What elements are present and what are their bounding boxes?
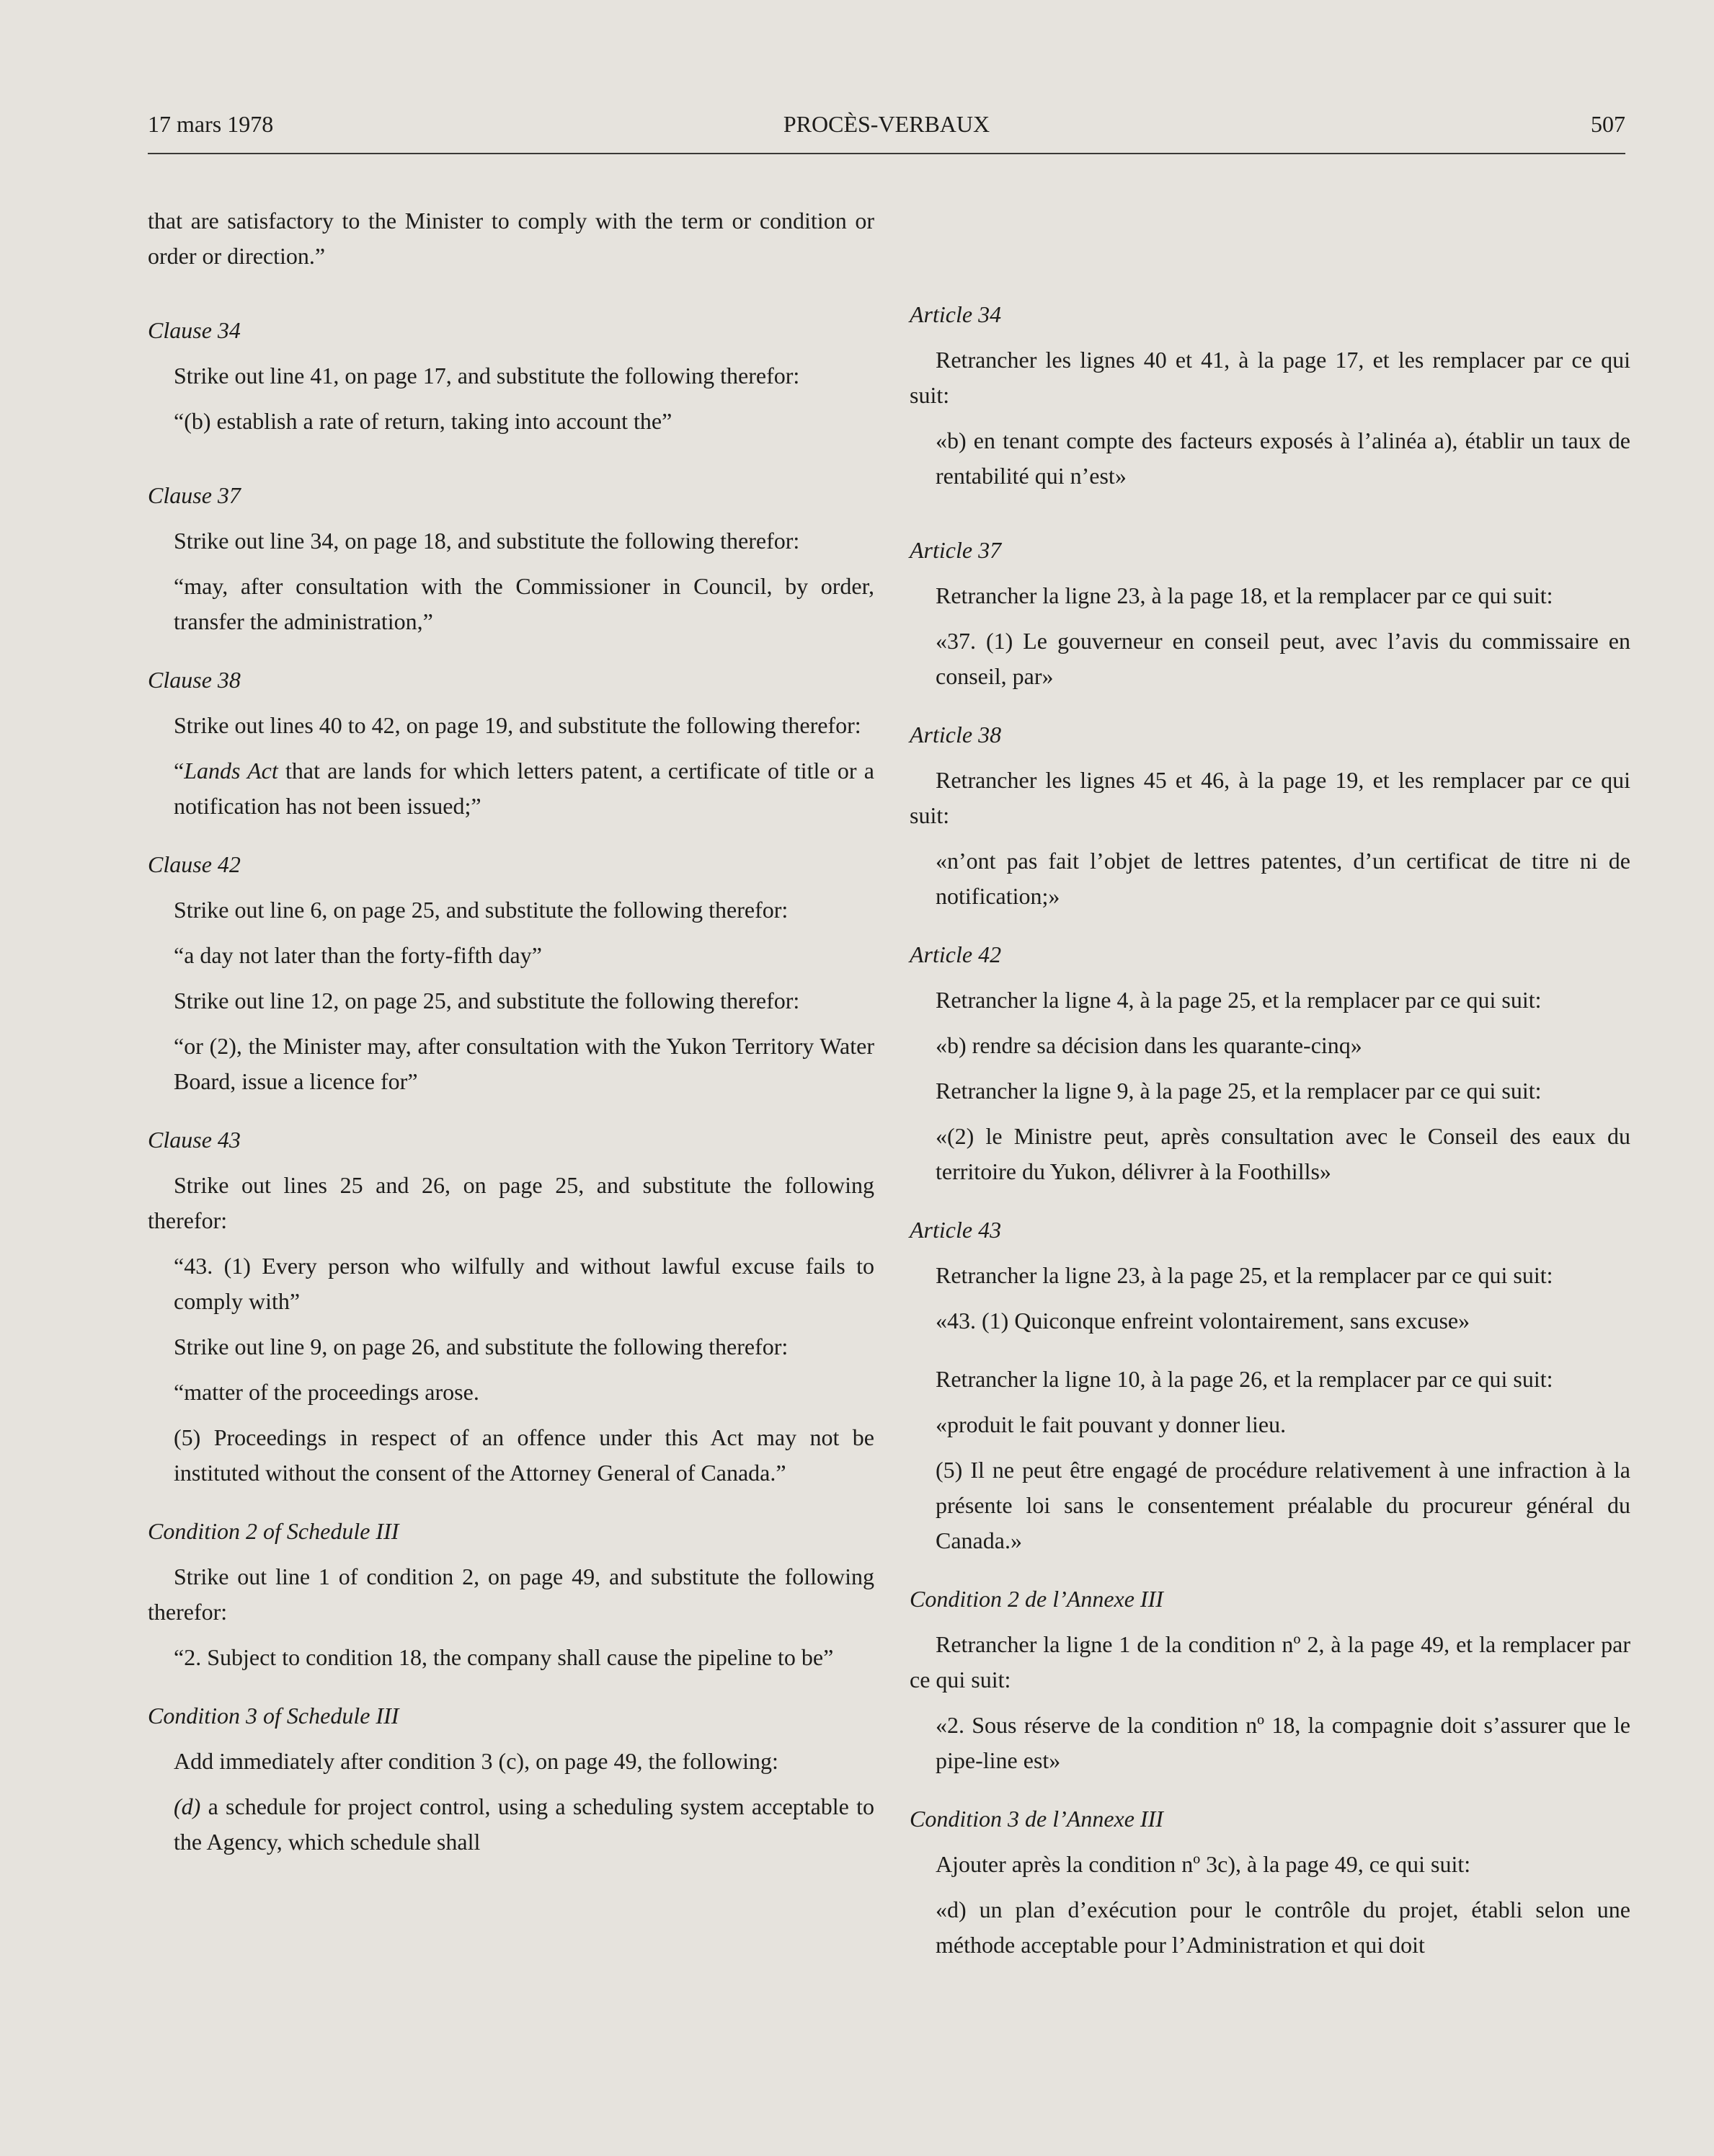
- article-34-quote: «b) en tenant compte des facteurs exposés à l’alinéa a), établir un taux de rentabilité qui n’est»: [936, 427, 1630, 489]
- clause-43-quote-2: “matter of the proceedings arose.: [174, 1379, 479, 1405]
- clause-42-instruction-2: Strike out line 12, on page 25, and substitute the following therefor:: [174, 988, 800, 1013]
- header-title: PROCÈS-VERBAUX: [783, 111, 990, 137]
- article-42-instruction-1: Retrancher la ligne 4, à la page 25, et la remplacer par ce qui suit:: [936, 987, 1542, 1013]
- clause-42-heading: Clause 42: [148, 851, 241, 877]
- article-42-quote-1: «b) rendre sa décision dans les quarante-cinq»: [936, 1032, 1362, 1058]
- condition-3-fr-quote: «d) un plan d’exécution pour le contrôle du projet, établi selon une méthode acceptable pour l’Administration et qui doit: [936, 1897, 1630, 1958]
- condition-3-label: (d): [174, 1793, 201, 1819]
- article-43-quote-3: (5) Il ne peut être engagé de procédure relativement à une infraction à la présente loi sans le consentement préalable du procureur général du Canada.»: [936, 1457, 1630, 1553]
- condition-2-fr-heading: Condition 2 de l’Annexe III: [910, 1586, 1163, 1612]
- french-column: [910, 203, 1630, 1973]
- english-column: [148, 203, 874, 1870]
- intro-text: that are satisfactory to the Minister to comply with the term or condition or order or direction.”: [148, 208, 874, 269]
- clause-43-heading: Clause 43: [148, 1127, 241, 1153]
- clause-43-quote-1: “43. (1) Every person who wilfully and without lawful excuse fails to comply with”: [174, 1253, 874, 1314]
- clause-42-instruction-1: Strike out line 6, on page 25, and substitute the following therefor:: [174, 897, 789, 923]
- article-37-quote: «37. (1) Le gouverneur en conseil peut, avec l’avis du commissaire en conseil, par»: [936, 628, 1630, 689]
- clause-38-heading: Clause 38: [148, 667, 241, 693]
- clause-37-quote: “may, after consultation with the Commissioner in Council, by order, transfer the administration,”: [174, 573, 874, 634]
- clause-43-instruction-2: Strike out line 9, on page 26, and substitute the following therefor:: [174, 1334, 789, 1359]
- article-38-instruction: Retrancher les lignes 45 et 46, à la page 19, et les remplacer par ce qui suit:: [910, 767, 1630, 828]
- article-43-instruction-1: Retrancher la ligne 23, à la page 25, et la remplacer par ce qui suit:: [936, 1262, 1553, 1288]
- condition-2-fr-instruction: Retrancher la ligne 1 de la condition nº 2, à la page 49, et la remplacer par ce qui suit:: [910, 1631, 1630, 1693]
- condition-2-instruction: Strike out line 1 of condition 2, on page 49, and substitute the following therefor:: [148, 1563, 874, 1625]
- condition-3-fr-instruction: Ajouter après la condition nº 3c), à la page 49, ce qui suit:: [936, 1851, 1471, 1877]
- condition-2-fr-quote: «2. Sous réserve de la condition nº 18, la compagnie doit s’assurer que le pipe-line est»: [936, 1712, 1630, 1773]
- condition-3-fr-heading: Condition 3 de l’Annexe III: [910, 1806, 1163, 1832]
- clause-38-quote: “Lands Act that are lands for which letters patent, a certificate of title or a notification has not been issued;”: [174, 758, 875, 819]
- article-37-instruction: Retrancher la ligne 23, à la page 18, et la remplacer par ce qui suit:: [936, 582, 1553, 608]
- page-header: [148, 110, 1625, 154]
- article-43-heading: Article 43: [910, 1217, 1002, 1243]
- lands-act-title: Lands Act: [184, 758, 278, 784]
- condition-3-instruction: Add immediately after condition 3 (c), on page 49, the following:: [174, 1748, 778, 1774]
- article-42-quote-2: «(2) le Ministre peut, après consultation avec le Conseil des eaux du territoire du Yukon, délivrer à la Foothills»: [936, 1123, 1630, 1184]
- article-37-heading: Article 37: [910, 537, 1002, 563]
- condition-3-heading: Condition 3 of Schedule III: [148, 1703, 399, 1729]
- article-42-instruction-2: Retrancher la ligne 9, à la page 25, et la remplacer par ce qui suit:: [936, 1078, 1542, 1104]
- article-42-heading: Article 42: [910, 941, 1002, 967]
- article-38-heading: Article 38: [910, 722, 1002, 747]
- clause-43-quote-3: (5) Proceedings in respect of an offence under this Act may not be instituted without the consent of the Attorney General of Canada.”: [174, 1424, 874, 1486]
- article-34-instruction: Retrancher les lignes 40 et 41, à la page 17, et les remplacer par ce qui suit:: [910, 347, 1630, 408]
- clause-34-quote: “(b) establish a rate of return, taking into account the”: [174, 408, 672, 434]
- clause-37-instruction: Strike out line 34, on page 18, and substitute the following therefor:: [174, 528, 800, 554]
- article-43-quote-1: «43. (1) Quiconque enfreint volontairement, sans excuse»: [936, 1308, 1470, 1334]
- header-page-number: 507: [1591, 111, 1625, 137]
- clause-38-instruction: Strike out lines 40 to 42, on page 19, and substitute the following therefor:: [174, 712, 861, 738]
- clause-37-heading: Clause 37: [148, 482, 241, 508]
- header-date: 17 mars 1978: [148, 111, 274, 137]
- clause-34-instruction: Strike out line 41, on page 17, and substitute the following therefor:: [174, 363, 800, 389]
- clause-42-quote-1: “a day not later than the forty-fifth day”: [174, 942, 542, 968]
- condition-2-heading: Condition 2 of Schedule III: [148, 1518, 399, 1544]
- condition-3-quote: [148, 1789, 874, 1860]
- clause-43-instruction-1: Strike out lines 25 and 26, on page 25, and substitute the following therefor:: [148, 1172, 874, 1233]
- clause-38-quote-rest: that are lands for which letters patent, a certificate of title or a notification has not been issued;”: [174, 758, 875, 819]
- article-34-heading: Article 34: [910, 301, 1002, 327]
- article-43-quote-2: «produit le fait pouvant y donner lieu.: [936, 1411, 1287, 1437]
- condition-3-quote-text: a schedule for project control, using a scheduling system acceptable to the Agency, which schedule shall: [174, 1793, 875, 1855]
- article-43-instruction-2: Retrancher la ligne 10, à la page 26, et la remplacer par ce qui suit:: [936, 1366, 1553, 1392]
- clause-34-heading: Clause 34: [148, 317, 241, 343]
- article-38-quote: «n’ont pas fait l’objet de lettres patentes, d’un certificat de titre ni de notification;»: [936, 848, 1630, 909]
- clause-42-quote-2: “or (2), the Minister may, after consultation with the Yukon Territory Water Board, issue a licence for”: [174, 1033, 874, 1094]
- condition-2-quote: “2. Subject to condition 18, the company shall cause the pipeline to be”: [174, 1644, 834, 1670]
